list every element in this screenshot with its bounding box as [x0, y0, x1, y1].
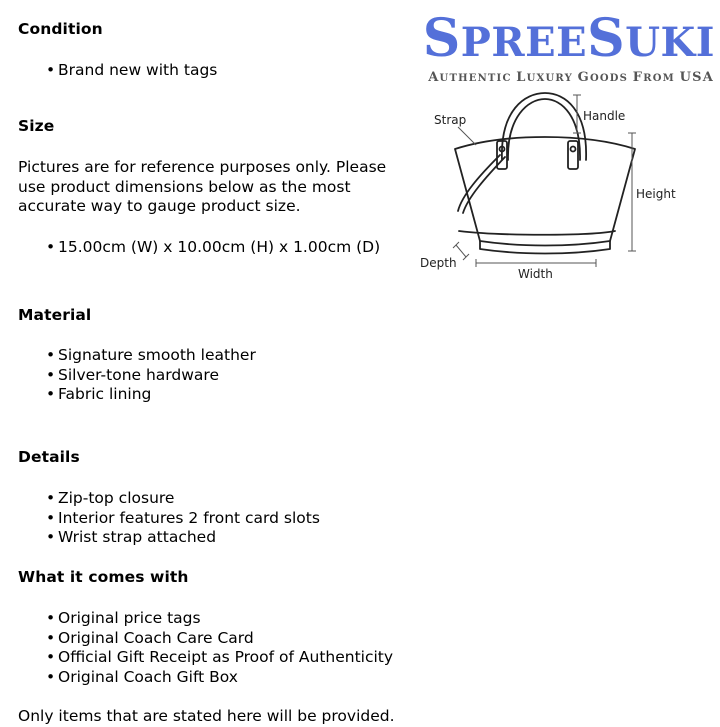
- comes-with-list: [46, 609, 393, 687]
- list-item: • Silver-tone hardware: [46, 366, 256, 386]
- material-heading: Material: [18, 306, 92, 324]
- size-description: Pictures are for reference purposes only. Please use product dimensions below as the most accurate way to gauge product size.: [18, 158, 387, 216]
- bag-base-line: [459, 231, 615, 235]
- list-item: • Original Coach Gift Box: [46, 668, 393, 688]
- hardware-tab-right: [568, 141, 578, 169]
- handle-label: Handle: [583, 109, 626, 123]
- list-item: • 15.00cm (W) x 10.00cm (H) x 1.00cm (D): [46, 238, 380, 258]
- comes-with-heading: What it comes with: [18, 568, 189, 586]
- handle-inner: [508, 99, 580, 160]
- tagline-text: UTHENTIC: [439, 73, 517, 84]
- condition-list: [46, 61, 217, 81]
- list-item: • Original Coach Care Card: [46, 629, 393, 649]
- size-heading: Size: [18, 117, 55, 135]
- list-item: • Wrist strap attached: [46, 528, 320, 548]
- strap-label: Strap: [434, 113, 467, 127]
- logo-text: PREE: [460, 19, 588, 66]
- logo-initial: S: [422, 8, 461, 69]
- footer-note: Only items that are stated here will be provided.: [18, 707, 395, 725]
- tagline-initial: A: [428, 70, 440, 85]
- details-list: [46, 489, 320, 548]
- bag-dimension-diagram: [410, 85, 710, 285]
- width-label: Width: [518, 267, 553, 281]
- tagline-initial: F: [632, 70, 644, 85]
- logo-initial: S: [587, 8, 626, 69]
- tagline-initial: USA: [679, 70, 714, 85]
- list-item: • Signature smooth leather: [46, 346, 256, 366]
- tagline-initial: G: [577, 70, 590, 85]
- details-heading: Details: [18, 448, 80, 466]
- list-item: • Brand new with tags: [46, 61, 217, 81]
- list-item: • Interior features 2 front card slots: [46, 509, 320, 529]
- brand-tagline: [428, 66, 714, 85]
- depth-label: Depth: [420, 256, 457, 270]
- tagline-text: UXURY: [526, 73, 578, 84]
- height-label: Height: [636, 187, 676, 201]
- tagline-text: OODS: [589, 73, 633, 84]
- bag-body: [455, 137, 635, 246]
- logo-text: UKI: [625, 19, 715, 66]
- list-item: • Zip-top closure: [46, 489, 320, 509]
- size-list: [46, 238, 380, 258]
- list-item: • Official Gift Receipt as Proof of Authenticity: [46, 648, 393, 668]
- handle-outer: [502, 93, 586, 160]
- material-list: [46, 346, 256, 405]
- brand-logo: [423, 8, 715, 69]
- list-item: • Original price tags: [46, 609, 393, 629]
- tagline-text: ROM: [643, 73, 680, 84]
- tagline-initial: L: [516, 70, 527, 85]
- condition-heading: Condition: [18, 20, 103, 38]
- list-item: • Fabric lining: [46, 385, 256, 405]
